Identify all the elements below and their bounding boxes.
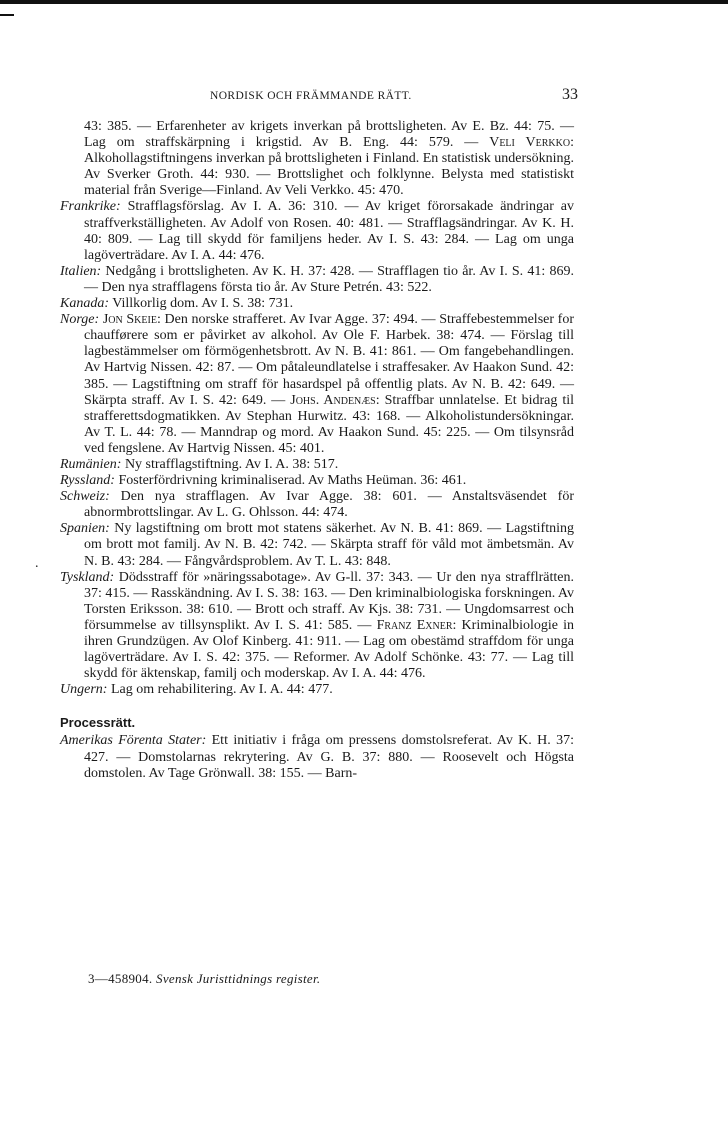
entry-text: Nedgång i brottsligheten. Av K. H. 37: 428. — Strafflagen tio år. Av I. S. 41: 869. — Den nya strafflagens första tio år. Av Sture Petrén. 43: 522.: [84, 263, 574, 295]
entry-text: : Kriminalbiologie in ihren Grundzügen. Av Olof Kinberg. 41: 911. — Lag om obestämd straffdom för unga lagöverträdare. Av I. S. 42: 375. — Reformer. Av Adolf Schönke. 43: 77. — Lag till skydd för äktenskap, familj och moderskap. Av I. A. 44: 476.: [84, 617, 575, 682]
country-label: Spanien:: [60, 521, 110, 537]
country-label: Italien:: [60, 263, 102, 279]
country-label: Tyskland:: [60, 569, 115, 585]
author-name: Veli Verkko: [489, 135, 571, 151]
author-name: Johs. Andenæs: [290, 392, 376, 408]
corner-tick: [0, 14, 14, 16]
entry-schweiz: [60, 489, 574, 521]
entry-text: Ny strafflagstiftning. Av I. A. 38: 517.: [121, 456, 339, 472]
entry-rumanien: [60, 457, 574, 473]
country-label: Kanada:: [60, 296, 109, 312]
entry-text: Ny lagstiftning om brott mot statens säkerhet. Av N. B. 41: 869. — Lagstiftning om brott mot familj. Av N. B. 42: 742. — Skärpta straff för våld mot ämbetsmän. Av N. B. 43: 284. — Fångvårdsproblem. Av T. L. 43: 848.: [84, 521, 574, 569]
entry-amerikas-forenta-stater: [60, 733, 574, 781]
entry-kanada: [60, 296, 574, 312]
entry-spanien: [60, 521, 574, 569]
entry-ungern: [60, 682, 574, 698]
margin-mark: .: [35, 556, 39, 571]
page-body: [60, 119, 574, 782]
country-label: Ryssland:: [60, 473, 115, 489]
entry-text: Lag om rehabilitering. Av I. A. 44: 477.: [107, 682, 333, 698]
entry-norge: [60, 312, 574, 457]
entry-text: Strafflagsförslag. Av I. A. 36: 310. — Av kriget förorsakade ändringar av straffverkställigheten. Av Adolf von Rosen. 40: 481. — Strafflagsändringar. Av K. H. 40: 809. — Lag till skydd för familjens heder. Av I. S. 43: 284. — Lag om unga lagöverträdare. Av I. A. 44: 476.: [84, 199, 574, 263]
entry-text: 43: 385. — Erfarenheter av krigets inverkan på brottsligheten. Av E. Bz. 44: 75. — Lag om straffskärpning i krigstid. Av B. Eng. 44: 579. —: [84, 119, 574, 151]
entry-frankrike: [60, 199, 574, 263]
entry-text: Dödsstraff för »näringssabotage». Av G-ll. 37: 343. — Ur den nya strafflrätten. 37: 415. — Rasskändning. Av I. S. 38: 163. — Den kriminalbiologiska forskningen. Av Torsten Eriksson. 38: 610. — Brott och straff. Av Kjs. 38: 731. — Ungdomsarrest och försummelse av tillsynsplikt. Av I. S. 41: 585. —: [84, 569, 574, 633]
entry-italien: [60, 264, 574, 296]
country-label: Norge:: [60, 312, 100, 328]
footer-title: Svensk Juristtidnings register.: [156, 971, 321, 986]
entry-text: Fosterfördrivning kriminaliserad. Av Maths Heüman. 36: 461.: [114, 473, 467, 489]
entry-text: : Den norske strafferet. Av Ivar Agge. 37: 494. — Straffebestemmelser for chaufførere som er påvirket av alkohol. Av Ole F. Harbek. 38: 474. — Förslag till lagbestämmelser om förmögenhetsbrott. Av N. B. 41: 861. — Om fangebehandlingen. Av Hartvig Nissen. 42: 87. — Om påtaleundlatelse i straffesaker. Av Haakon Sund. 42: 385. — Lagstiftning om straff för hasardspel på offentlig plats. Av N. B. 42: 649. — Skärpta straff. Av I. S. 42: 649. —: [84, 312, 575, 408]
country-label: Amerikas Förenta Stater:: [60, 733, 207, 749]
print-code: 3—458904.: [88, 971, 153, 986]
entry-text: Villkorlig dom. Av I. S. 38: 731.: [109, 296, 294, 312]
country-label: Frankrike:: [60, 199, 121, 215]
page-number: 33: [562, 86, 578, 103]
entry-text: : Alkohollagstiftningens inverkan på brottsligheten i Finland. En statistisk undersökning. Av Sverker Groth. 44: 930. — Brottslighet och folklynne. Belysta med statistiskt material från Sverige—Finland. Av Veli Verkko. 45: 470.: [84, 135, 574, 199]
top-rule: [0, 0, 728, 4]
entry-continuation: [60, 119, 574, 199]
author-name: Jon Skeie: [102, 312, 157, 328]
country-label: Rumänien:: [60, 456, 122, 472]
country-label: Ungern:: [60, 682, 108, 698]
running-head: NORDISK OCH FRÄMMANDE RÄTT.: [210, 90, 412, 102]
country-label: Schweiz:: [60, 489, 110, 505]
entry-text: : Straffbar unnlatelse. Et bidrag til strafferettsdogmatikken. Av Stephan Hurwitz. 43: 168. — Alkoholistundersökningar. Av T. L. 44: 78. — Manndrap og mord. Av Haakon Sund. 45: 225. — Om tilsynsråd ved fengslene. Av Hartvig Nissen. 45: 401.: [84, 392, 574, 456]
page-header: [62, 86, 578, 106]
entry-tyskland: [60, 570, 574, 683]
entry-text: Ett initiativ i fråga om pressens domstolsreferat. Av K. H. 37: 427. — Domstolarnas rekrytering. Av G. B. 37: 880. — Roosevelt och Högsta domstolen. Av Tage Grönwall. 38: 155. — Barn-: [84, 733, 574, 781]
entry-text: Den nya strafflagen. Av Ivar Agge. 38: 601. — Anstaltsväsendet för abnormbrottslingar. Av L. G. Ohlsson. 44: 474.: [84, 489, 574, 521]
section-heading: Processrätt.: [60, 715, 136, 731]
author-name: Franz Exner: [376, 617, 453, 633]
page-footer: [88, 971, 320, 987]
entry-ryssland: [60, 473, 574, 489]
